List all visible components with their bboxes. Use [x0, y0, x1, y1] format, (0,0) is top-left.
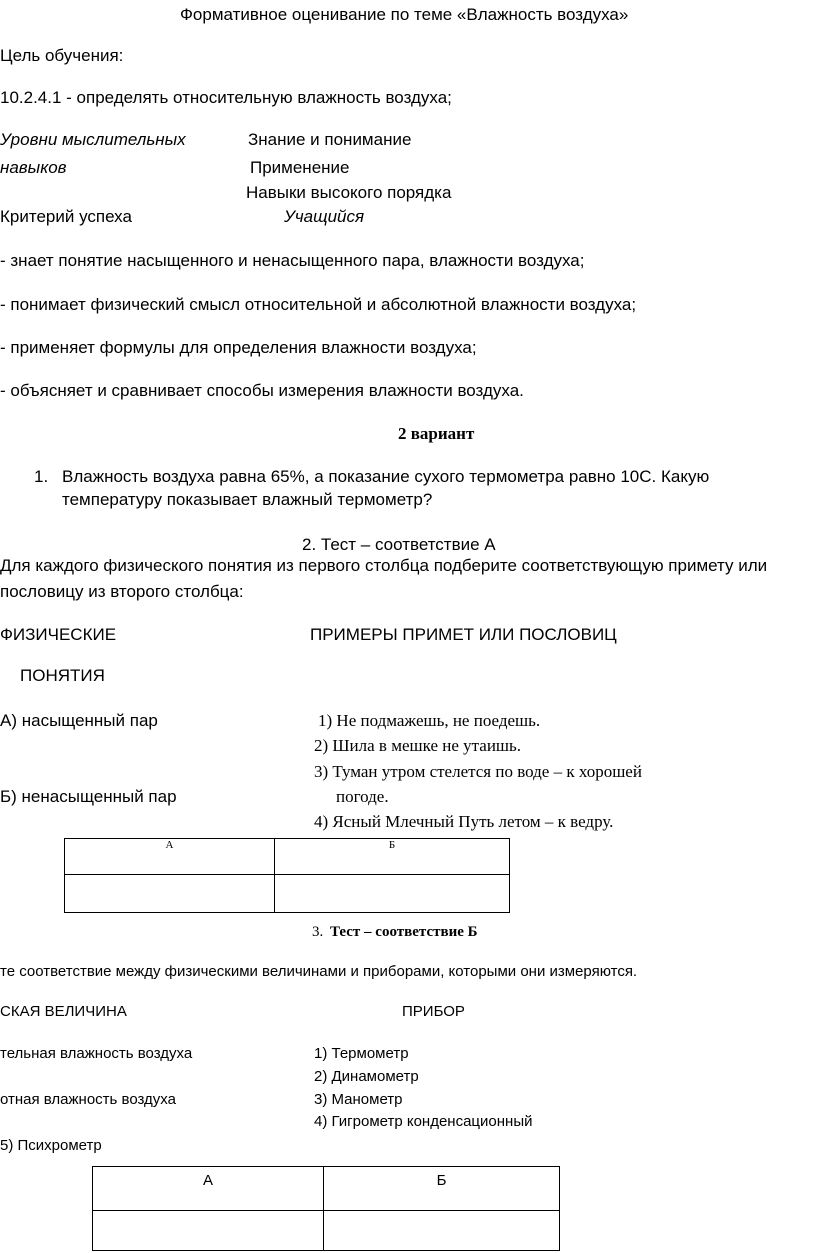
device-option-1: 1) Термометр — [314, 1045, 409, 1062]
example-option-3: 3) Туман утром стелется по воде – к хорошей — [314, 762, 642, 781]
criterion-4: - объясняет и сравнивает способы измерения влажности воздуха. — [0, 381, 524, 400]
table-a-header-a: А — [65, 839, 275, 875]
device-option-2: 2) Динамометр — [314, 1068, 419, 1085]
criteria-label: Критерий успеха — [0, 207, 132, 226]
table-a-header-b: Б — [275, 839, 510, 875]
table-b-answer-b[interactable] — [324, 1211, 560, 1251]
table-b-header-a: А — [93, 1167, 324, 1211]
concept-saturated: А) насыщенный пар — [0, 711, 158, 730]
goal-code: 10.2.4.1 - определять относительную влажность воздуха; — [0, 88, 452, 107]
device-option-4: 4) Гигрометр конденсационный — [314, 1113, 533, 1130]
level-knowledge: Знание и понимание — [248, 130, 412, 149]
example-option-2: 2) Шила в мешке не утаишь. — [314, 736, 522, 755]
levels-label-line1: Уровни мыслительных — [0, 130, 186, 149]
page-title: Формативное оценивание по теме «Влажность воздуха» — [180, 5, 629, 24]
answer-table-b — [92, 1166, 560, 1251]
student-label: Учащийся — [284, 207, 365, 226]
task1-line2: температуру показывает влажный термометр? — [62, 490, 433, 509]
task1-number: 1. — [34, 467, 49, 486]
example-option-3-cont: погоде. — [336, 787, 389, 806]
goal-label: Цель обучения: — [0, 46, 124, 65]
answer-table-a — [64, 838, 510, 913]
example-option-1: 1) Не подмажешь, не поедешь. — [318, 711, 541, 730]
task3-number: 3. — [312, 924, 324, 940]
quantity-relative: тельная влажность воздуха — [0, 1045, 193, 1062]
task2-heading: 2. Тест – соответствие А — [302, 535, 496, 554]
quantity-absolute: отная влажность воздуха — [0, 1091, 176, 1108]
table-a-answer-b[interactable] — [275, 875, 510, 913]
concept-unsaturated: Б) ненасыщенный пар — [0, 787, 177, 806]
device-option-3: 3) Манометр — [314, 1091, 403, 1108]
device-header: ПРИБОР — [402, 1003, 465, 1020]
table-b-header-b: Б — [324, 1167, 560, 1211]
table-b-answer-a[interactable] — [93, 1211, 324, 1251]
task3-instruction: те соответствие между физическими величинами и приборами, которыми они измеряются. — [0, 963, 638, 980]
concepts-header-line1: ФИЗИЧЕСКИЕ — [0, 625, 117, 644]
criterion-3: - применяет формулы для определения влажности воздуха; — [0, 338, 477, 357]
criterion-1: - знает понятие насыщенного и ненасыщенного пара, влажности воздуха; — [0, 251, 585, 270]
task2-instruction-line1: Для каждого физического понятия из первого столбца подберите соответствующую примету или — [0, 556, 768, 575]
criterion-2: - понимает физический смысл относительной и абсолютной влажности воздуха; — [0, 295, 637, 314]
levels-label-line2: навыков — [0, 158, 67, 177]
level-application: Применение — [250, 158, 350, 177]
variant-heading: 2 вариант — [398, 424, 475, 443]
device-option-5: 5) Психрометр — [0, 1137, 102, 1154]
level-higher-order: Навыки высокого порядка — [246, 183, 452, 202]
task3-heading: Тест – соответствие Б — [330, 924, 478, 940]
table-a-answer-a[interactable] — [65, 875, 275, 913]
task1-line1: Влажность воздуха равна 65%, а показание сухого термометра равно 10С. Какую — [62, 467, 710, 486]
quantity-header: СКАЯ ВЕЛИЧИНА — [0, 1003, 127, 1020]
concepts-header-line2: ПОНЯТИЯ — [20, 666, 105, 685]
examples-header: ПРИМЕРЫ ПРИМЕТ ИЛИ ПОСЛОВИЦ — [310, 625, 617, 644]
example-option-4: 4) Ясный Млечный Путь летом – к ведру. — [314, 812, 614, 831]
task2-instruction-line2: пословицу из второго столбца: — [0, 582, 244, 601]
